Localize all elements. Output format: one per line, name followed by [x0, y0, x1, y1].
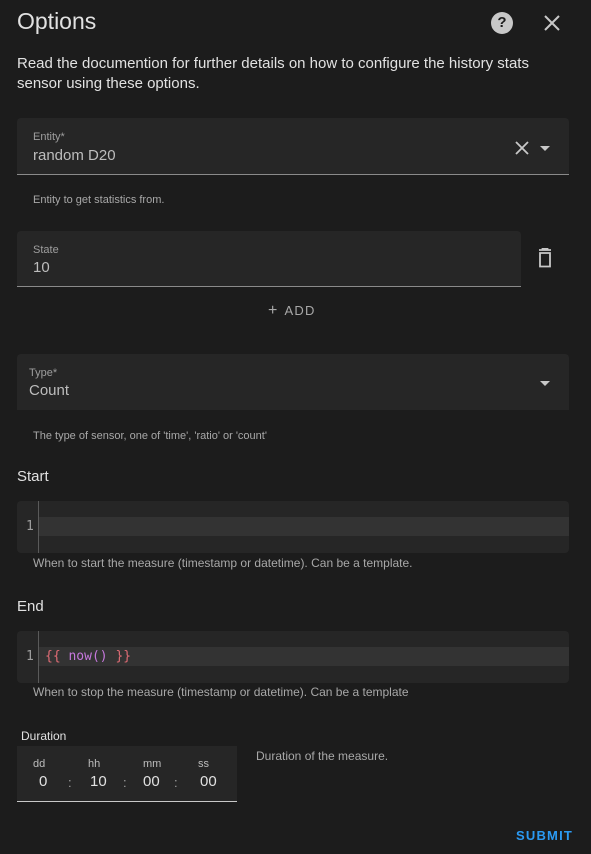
- duration-days-value[interactable]: 0: [39, 773, 48, 790]
- trash-can-icon[interactable]: [536, 248, 554, 268]
- help-circle-icon[interactable]: ?: [491, 12, 513, 34]
- template-open-brace: {{: [45, 649, 61, 664]
- add-state-button[interactable]: [268, 302, 332, 324]
- close-icon[interactable]: [540, 11, 564, 35]
- duration-seconds-value[interactable]: 00: [200, 773, 217, 790]
- type-helper: The type of sensor, one of 'time', 'ratio' or 'count': [33, 430, 267, 442]
- start-label: Start: [17, 468, 49, 485]
- duration-input[interactable]: [17, 746, 237, 802]
- submit-button[interactable]: SUBMIT: [516, 828, 574, 843]
- entity-helper: Entity to get statistics from.: [33, 194, 165, 206]
- start-helper: When to start the measure (timestamp or datetime). Can be a template.: [33, 556, 413, 570]
- duration-minutes-label: mm: [143, 758, 162, 770]
- type-select-value: Count: [29, 382, 70, 399]
- plus-icon: +: [268, 302, 279, 319]
- duration-hours-value[interactable]: 10: [90, 773, 107, 790]
- duration-minutes-value[interactable]: 00: [143, 773, 160, 790]
- clear-icon[interactable]: [514, 140, 530, 156]
- duration-separator: :: [68, 775, 72, 790]
- duration-label: Duration: [21, 729, 67, 743]
- end-helper: When to stop the measure (timestamp or datetime). Can be a template: [33, 685, 409, 699]
- state-field[interactable]: [17, 231, 521, 287]
- end-label: End: [17, 598, 44, 615]
- active-line: [39, 517, 569, 536]
- entity-field[interactable]: [17, 118, 569, 175]
- state-field-label: State: [33, 244, 59, 256]
- entity-field-value[interactable]: random D20: [33, 147, 116, 164]
- dialog-title: Options: [17, 8, 97, 34]
- type-select[interactable]: [17, 354, 569, 410]
- end-code-text[interactable]: [45, 649, 131, 664]
- template-close-brace: }}: [115, 649, 132, 664]
- line-number: 1: [26, 519, 34, 534]
- menu-down-icon[interactable]: [540, 146, 550, 151]
- state-field-value[interactable]: 10: [33, 259, 50, 276]
- duration-separator: :: [123, 775, 127, 790]
- duration-seconds-label: ss: [198, 758, 209, 770]
- type-select-label: Type*: [29, 367, 58, 379]
- start-code-editor[interactable]: [17, 501, 569, 553]
- duration-hours-label: hh: [88, 758, 101, 770]
- line-number: 1: [26, 649, 34, 664]
- duration-helper: Duration of the measure.: [256, 749, 389, 763]
- end-code-editor[interactable]: [17, 631, 569, 683]
- dialog-header: [17, 8, 574, 38]
- entity-field-label: Entity*: [33, 131, 65, 143]
- duration-days-label: dd: [33, 758, 46, 770]
- add-button-label: ADD: [284, 303, 316, 318]
- menu-down-icon: [540, 381, 550, 386]
- dialog-description: Read the documention for further details on how to configure the history stats sensor using these options.: [17, 55, 529, 92]
- template-function: now(): [60, 649, 116, 664]
- duration-separator: :: [174, 775, 178, 790]
